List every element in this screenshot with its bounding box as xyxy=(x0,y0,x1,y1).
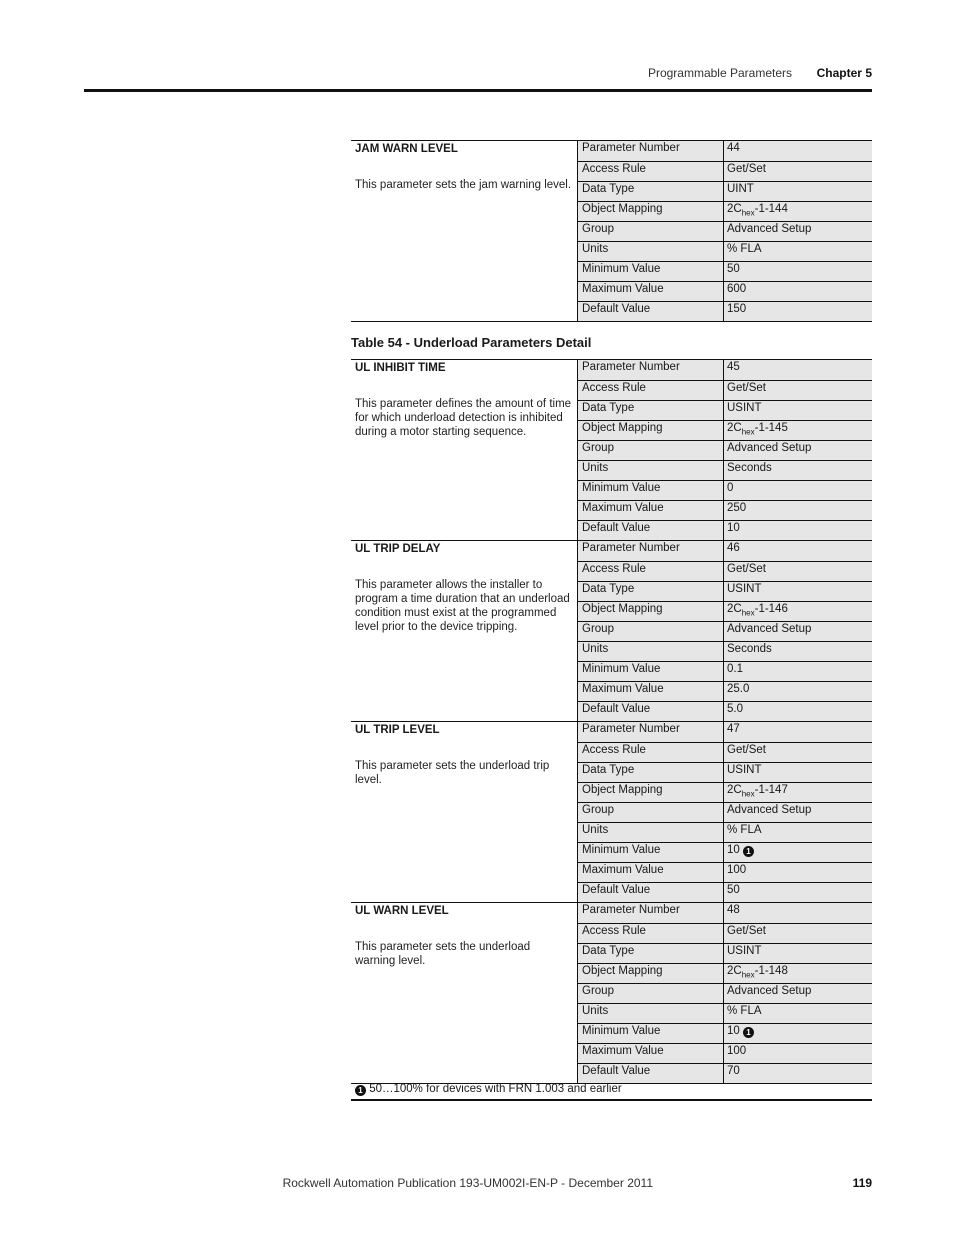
attribute-value-text: Seconds xyxy=(727,643,772,655)
parameter-attributes xyxy=(577,360,872,540)
table-row xyxy=(578,842,872,862)
attribute-value-text: Get/Set xyxy=(727,563,766,575)
attribute-value-text: USINT xyxy=(727,402,762,414)
table-row xyxy=(578,460,872,480)
footnote-marker: 1 xyxy=(355,1085,366,1096)
attribute-label: Parameter Number xyxy=(578,360,724,380)
attribute-value xyxy=(724,622,872,641)
attribute-label: Data Type xyxy=(578,763,724,782)
table-caption: Table 54 - Underload Parameters Detail xyxy=(351,335,592,350)
attribute-value-text: 50 xyxy=(727,884,740,896)
table-row xyxy=(578,701,872,721)
attribute-label: Object Mapping xyxy=(578,602,724,621)
parameter-description: This parameter allows the installer to program a time duration that an underload condition must exist at the programmed level prior to the device tripping. xyxy=(355,579,570,633)
attribute-label: Group xyxy=(578,803,724,822)
attribute-value xyxy=(724,1044,872,1063)
parameter-name: UL INHIBIT TIME xyxy=(355,362,446,374)
attribute-label: Data Type xyxy=(578,582,724,601)
attribute-value-text: Advanced Setup xyxy=(727,985,812,997)
table-row xyxy=(578,541,872,561)
object-mapping-subscript: hex xyxy=(741,608,755,618)
attribute-value xyxy=(724,1024,872,1043)
table-row xyxy=(578,1023,872,1043)
parameter-description: This parameter sets the underload trip level. xyxy=(355,760,550,786)
attribute-value xyxy=(724,541,872,561)
attribute-value-text: 25.0 xyxy=(727,683,750,695)
attribute-value xyxy=(724,662,872,681)
attribute-label: Group xyxy=(578,984,724,1003)
attribute-label: Units xyxy=(578,461,724,480)
attribute-label: Access Rule xyxy=(578,562,724,581)
table-row xyxy=(578,1003,872,1023)
attribute-value-text: USINT xyxy=(727,583,762,595)
attribute-label: Maximum Value xyxy=(578,1044,724,1063)
table-row xyxy=(578,520,872,540)
table-row xyxy=(578,480,872,500)
attribute-value-text: 45 xyxy=(727,361,740,373)
attribute-value-text: Advanced Setup xyxy=(727,223,812,235)
attribute-value xyxy=(724,461,872,480)
object-mapping-prefix: 2C xyxy=(727,203,742,215)
attribute-label: Access Rule xyxy=(578,162,724,181)
table-row xyxy=(578,621,872,641)
table-row xyxy=(578,141,872,161)
object-mapping-subscript: hex xyxy=(741,427,755,437)
footnote-marker: 1 xyxy=(743,1027,754,1038)
attribute-value-text: 48 xyxy=(727,904,740,916)
attribute-value-text: 600 xyxy=(727,283,747,295)
attribute-value xyxy=(724,202,872,221)
attribute-value xyxy=(724,602,872,621)
table-row xyxy=(578,822,872,842)
table-row xyxy=(578,963,872,983)
footnote-marker: 1 xyxy=(743,846,754,857)
attribute-value xyxy=(724,162,872,181)
table-row xyxy=(578,641,872,661)
parameter-description-cell xyxy=(351,360,577,540)
attribute-value-text: 46 xyxy=(727,542,740,554)
attribute-value xyxy=(724,883,872,902)
parameter-block xyxy=(351,141,872,322)
attribute-label: Object Mapping xyxy=(578,783,724,802)
attribute-label: Units xyxy=(578,823,724,842)
attribute-value-text: USINT xyxy=(727,764,762,776)
table-row xyxy=(578,903,872,923)
attribute-value-text: 250 xyxy=(727,502,747,514)
table-row xyxy=(578,201,872,221)
attribute-value-text: 100 xyxy=(727,1045,747,1057)
attribute-value xyxy=(724,501,872,520)
parameter-description: This parameter sets the underload warning level. xyxy=(355,941,531,967)
table-row xyxy=(578,782,872,802)
attribute-value-text: 10 xyxy=(727,844,740,856)
object-mapping-prefix: 2C xyxy=(727,965,742,977)
attribute-value-text: USINT xyxy=(727,945,762,957)
object-mapping-suffix: -1-148 xyxy=(754,965,788,977)
parameter-name: JAM WARN LEVEL xyxy=(355,143,458,155)
attribute-label: Group xyxy=(578,441,724,460)
attribute-label: Data Type xyxy=(578,182,724,201)
attribute-value xyxy=(724,360,872,380)
table-row xyxy=(578,802,872,822)
object-mapping-suffix: -1-147 xyxy=(754,784,788,796)
parameter-description-cell xyxy=(351,903,577,1083)
parameter-description-cell xyxy=(351,541,577,721)
table-row xyxy=(578,181,872,201)
attribute-value xyxy=(724,944,872,963)
attribute-value xyxy=(724,803,872,822)
attribute-value xyxy=(724,903,872,923)
attribute-value xyxy=(724,421,872,440)
header-chapter-label: Chapter 5 xyxy=(816,66,872,80)
attribute-label: Group xyxy=(578,222,724,241)
parameter-description-cell xyxy=(351,722,577,902)
attribute-value xyxy=(724,481,872,500)
object-mapping-suffix: -1-146 xyxy=(754,603,788,615)
attribute-value xyxy=(724,763,872,782)
attribute-label: Data Type xyxy=(578,944,724,963)
attribute-value-text: 0 xyxy=(727,482,734,494)
header-rule xyxy=(84,89,872,92)
attribute-value-text: 150 xyxy=(727,303,747,315)
table-row xyxy=(578,281,872,301)
table-row xyxy=(578,882,872,902)
attribute-label: Default Value xyxy=(578,1064,724,1083)
attribute-label: Default Value xyxy=(578,702,724,721)
attribute-label: Units xyxy=(578,242,724,261)
table-row xyxy=(578,360,872,380)
attribute-value xyxy=(724,642,872,661)
table-row xyxy=(578,241,872,261)
attribute-label: Default Value xyxy=(578,521,724,540)
attribute-value-text: Advanced Setup xyxy=(727,442,812,454)
attribute-label: Units xyxy=(578,642,724,661)
attribute-label: Data Type xyxy=(578,401,724,420)
table-row xyxy=(578,221,872,241)
table-row xyxy=(578,681,872,701)
table-row xyxy=(578,722,872,742)
table-footnote xyxy=(351,1081,872,1101)
table-row xyxy=(578,762,872,782)
attribute-value-text: % FLA xyxy=(727,1005,762,1017)
attribute-value-text: Get/Set xyxy=(727,163,766,175)
attribute-value xyxy=(724,1004,872,1023)
table-row xyxy=(578,943,872,963)
object-mapping-suffix: -1-144 xyxy=(754,203,788,215)
attribute-value xyxy=(724,984,872,1003)
table-row xyxy=(578,561,872,581)
object-mapping-subscript: hex xyxy=(741,970,755,980)
parameter-block xyxy=(351,903,872,1084)
parameter-name: UL WARN LEVEL xyxy=(355,905,449,917)
attribute-label: Parameter Number xyxy=(578,541,724,561)
attribute-label: Minimum Value xyxy=(578,662,724,681)
table-row xyxy=(578,601,872,621)
parameter-description: This parameter defines the amount of time for which underload detection is inhibited during a motor starting sequence. xyxy=(355,398,572,438)
attribute-value-text: Get/Set xyxy=(727,382,766,394)
parameter-block xyxy=(351,722,872,903)
underload-parameters-table xyxy=(351,359,872,1084)
attribute-label: Default Value xyxy=(578,302,724,321)
attribute-label: Maximum Value xyxy=(578,282,724,301)
attribute-value-text: 0.1 xyxy=(727,663,743,675)
attribute-value xyxy=(724,682,872,701)
attribute-value-text: Get/Set xyxy=(727,744,766,756)
attribute-value xyxy=(724,702,872,721)
attribute-label: Access Rule xyxy=(578,743,724,762)
header-section-title: Programmable Parameters xyxy=(647,66,792,80)
attribute-label: Minimum Value xyxy=(578,481,724,500)
attribute-value xyxy=(724,843,872,862)
table-row xyxy=(578,923,872,943)
attribute-label: Group xyxy=(578,622,724,641)
table-row xyxy=(578,261,872,281)
table-row xyxy=(578,581,872,601)
attribute-value xyxy=(724,242,872,261)
attribute-value xyxy=(724,924,872,943)
table-row xyxy=(578,301,872,321)
publication-info: Rockwell Automation Publication 193-UM002I-EN-P - December 2011 xyxy=(282,1176,653,1190)
table-row xyxy=(578,1063,872,1083)
attribute-value-text: Get/Set xyxy=(727,925,766,937)
attribute-value xyxy=(724,441,872,460)
object-mapping-prefix: 2C xyxy=(727,603,742,615)
parameter-name: UL TRIP DELAY xyxy=(355,543,441,555)
object-mapping-subscript: hex xyxy=(741,208,755,218)
parameter-name: UL TRIP LEVEL xyxy=(355,724,440,736)
attribute-label: Parameter Number xyxy=(578,903,724,923)
object-mapping-prefix: 2C xyxy=(727,422,742,434)
parameter-description: This parameter sets the jam warning level. xyxy=(355,179,572,191)
attribute-value xyxy=(724,743,872,762)
attribute-value xyxy=(724,182,872,201)
attribute-value-text: 70 xyxy=(727,1065,740,1077)
table-row xyxy=(578,742,872,762)
attribute-label: Default Value xyxy=(578,883,724,902)
attribute-label: Object Mapping xyxy=(578,202,724,221)
attribute-label: Maximum Value xyxy=(578,501,724,520)
attribute-value xyxy=(724,262,872,281)
attribute-label: Maximum Value xyxy=(578,863,724,882)
attribute-value xyxy=(724,521,872,540)
attribute-value xyxy=(724,282,872,301)
attribute-value xyxy=(724,222,872,241)
parameter-block xyxy=(351,541,872,722)
page-header xyxy=(84,66,872,82)
attribute-value-text: % FLA xyxy=(727,243,762,255)
parameter-block xyxy=(351,360,872,541)
footnote-text: 50…100% for devices with FRN 1.003 and earlier xyxy=(369,1083,622,1095)
attribute-label: Minimum Value xyxy=(578,1024,724,1043)
attribute-value xyxy=(724,401,872,420)
attribute-value xyxy=(724,141,872,161)
table-row xyxy=(578,420,872,440)
attribute-value-text: 50 xyxy=(727,263,740,275)
attribute-value-text: Seconds xyxy=(727,462,772,474)
attribute-label: Minimum Value xyxy=(578,843,724,862)
attribute-value xyxy=(724,302,872,321)
parameter-attributes xyxy=(577,722,872,902)
table-row xyxy=(578,983,872,1003)
table-row xyxy=(578,380,872,400)
attribute-label: Access Rule xyxy=(578,924,724,943)
attribute-label: Maximum Value xyxy=(578,682,724,701)
table-row xyxy=(578,161,872,181)
parameter-attributes xyxy=(577,141,872,321)
parameter-attributes xyxy=(577,541,872,721)
attribute-value-text: % FLA xyxy=(727,824,762,836)
attribute-value xyxy=(724,722,872,742)
attribute-value xyxy=(724,823,872,842)
parameter-table xyxy=(351,140,872,322)
attribute-value-text: UINT xyxy=(727,183,754,195)
attribute-value-text: 47 xyxy=(727,723,740,735)
table-row xyxy=(578,1043,872,1063)
table-row xyxy=(578,862,872,882)
page-number: 119 xyxy=(852,1176,872,1190)
object-mapping-subscript: hex xyxy=(741,789,755,799)
parameter-description-cell xyxy=(351,141,577,321)
attribute-value xyxy=(724,582,872,601)
parameter-table xyxy=(351,359,872,1084)
attribute-label: Parameter Number xyxy=(578,141,724,161)
attribute-label: Object Mapping xyxy=(578,421,724,440)
object-mapping-prefix: 2C xyxy=(727,784,742,796)
parameter-attributes xyxy=(577,903,872,1083)
attribute-label: Units xyxy=(578,1004,724,1023)
table-row xyxy=(578,440,872,460)
attribute-value-text: 100 xyxy=(727,864,747,876)
table-row xyxy=(578,661,872,681)
attribute-value xyxy=(724,964,872,983)
attribute-label: Minimum Value xyxy=(578,262,724,281)
attribute-label: Object Mapping xyxy=(578,964,724,983)
attribute-value xyxy=(724,863,872,882)
attribute-value xyxy=(724,562,872,581)
attribute-value-text: 10 xyxy=(727,522,740,534)
attribute-value xyxy=(724,381,872,400)
jam-warn-level-table xyxy=(351,140,872,322)
table-row xyxy=(578,500,872,520)
table-row xyxy=(578,400,872,420)
attribute-value-text: 44 xyxy=(727,142,740,154)
attribute-value-text: 5.0 xyxy=(727,703,743,715)
attribute-value-text: 10 xyxy=(727,1025,740,1037)
attribute-label: Access Rule xyxy=(578,381,724,400)
attribute-value-text: Advanced Setup xyxy=(727,623,812,635)
attribute-value-text: Advanced Setup xyxy=(727,804,812,816)
object-mapping-suffix: -1-145 xyxy=(754,422,788,434)
attribute-value xyxy=(724,783,872,802)
attribute-label: Parameter Number xyxy=(578,722,724,742)
